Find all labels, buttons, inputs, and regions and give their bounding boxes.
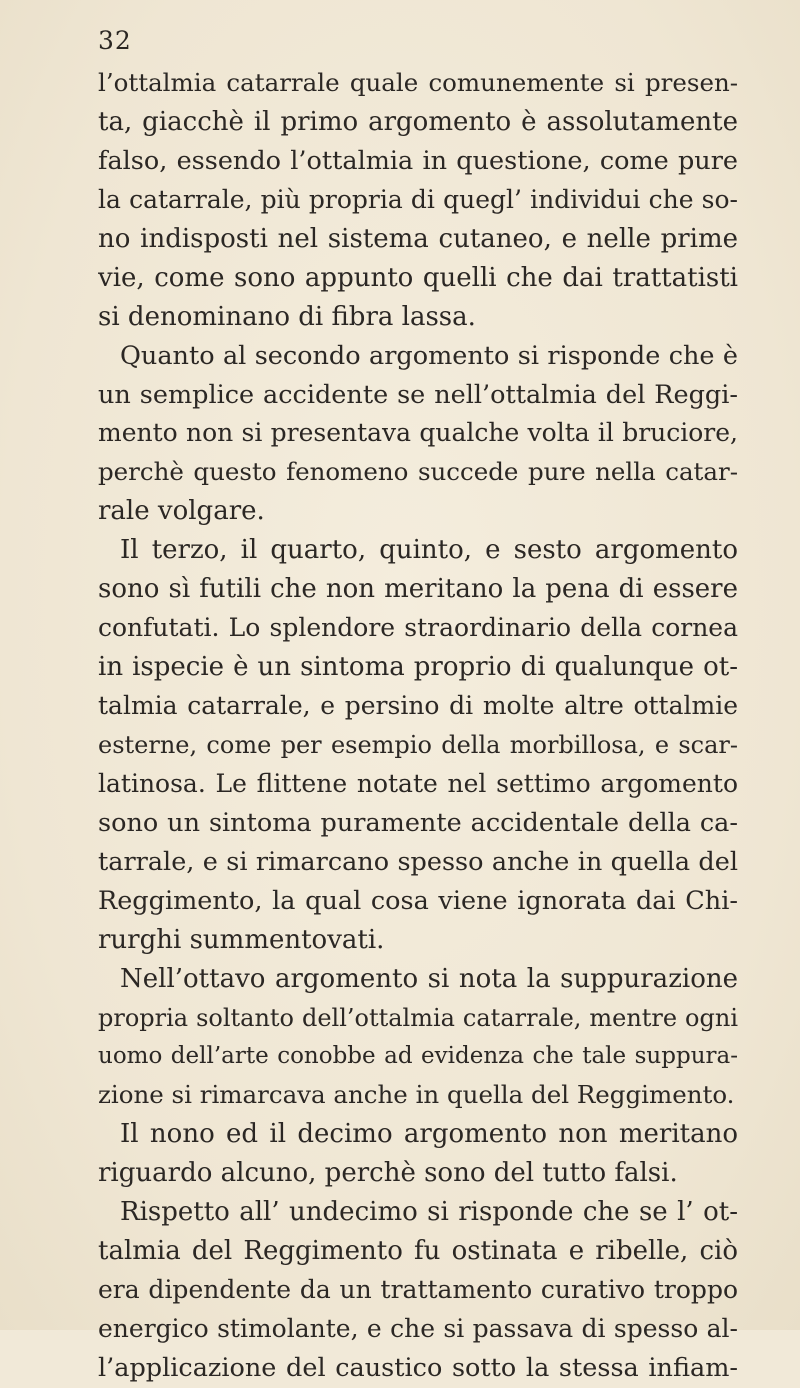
text-line: la catarrale, più propria di quegl’ individui che so-	[98, 184, 738, 214]
text-line: perchè questo fenomeno succede pure nella catar-	[98, 457, 738, 487]
text-line: Nell’ottavo argomento si nota la suppurazione	[120, 963, 738, 994]
text-line: in ispecie è un sintoma proprio di qualunque ot-	[98, 652, 738, 683]
text-line: propria soltanto dell’ottalmia catarrale, mentre ogni	[98, 1003, 738, 1032]
text-line: mento non si presentava qualche volta il bruciore,	[98, 418, 738, 448]
text-line: si denominano di fibra lassa.	[98, 301, 476, 332]
body-text	[98, 64, 738, 1388]
page-number: 32	[98, 26, 132, 55]
text-line: no indisposti nel sistema cutaneo, e nelle prime	[98, 223, 738, 254]
text-line: zione si rimarcava anche in quella del Reggimento.	[98, 1080, 735, 1110]
text-line: ta, giacchè il primo argomento è assolutamente	[98, 106, 738, 137]
text-line: sono un sintoma puramente accidentale della ca-	[98, 807, 738, 838]
text-line: l’ottalmia catarrale quale comunemente si presen-	[98, 68, 738, 97]
text-line: Rispetto all’ undecimo si risponde che se l’ ot-	[120, 1197, 738, 1228]
text-line: vie, come sono appunto quelli che dai trattatisti	[98, 262, 738, 293]
text-line: latinosa. Le flittene notate nel settimo argomento	[98, 768, 738, 798]
text-line: talmia del Reggimento fu ostinata e ribelle, ciò	[98, 1236, 738, 1267]
text-line: Reggimento, la qual cosa viene ignorata dai Chi-	[98, 885, 738, 916]
text-line: rale volgare.	[98, 496, 265, 527]
text-line: l’applicazione del caustico sotto la stessa infiam-	[98, 1352, 738, 1383]
text-line: Quanto al secondo argomento si risponde che è	[120, 340, 738, 371]
text-line: sono sì futili che non meritano la pena di essere	[98, 574, 738, 605]
text-line: era dipendente da un trattamento curativo troppo	[98, 1275, 738, 1305]
text-line: falso, essendo l’ottalmia in questione, come pure	[98, 145, 738, 176]
text-line: talmia catarrale, e persino di molte altre ottalmie	[98, 691, 738, 720]
text-line: un semplice accidente se nell’ottalmia del Reggi-	[98, 379, 738, 410]
text-line: esterne, come per esempio della morbillosa, e scar-	[98, 730, 738, 759]
text-line: energico stimolante, e che si passava di spesso al-	[98, 1314, 738, 1343]
text-line: riguardo alcuno, perchè sono del tutto falsi.	[98, 1158, 678, 1189]
text-line: uomo dell’arte conobbe ad evidenza che tale suppura-	[98, 1043, 738, 1070]
text-line: confutati. Lo splendore straordinario della cornea	[98, 613, 738, 643]
text-line: rurghi summentovati.	[98, 924, 385, 955]
text-line: Il nono ed il decimo argomento non meritano	[120, 1119, 738, 1150]
text-line: Il terzo, il quarto, quinto, e sesto argomento	[120, 535, 738, 566]
text-line: tarrale, e si rimarcano spesso anche in quella del	[98, 846, 738, 877]
